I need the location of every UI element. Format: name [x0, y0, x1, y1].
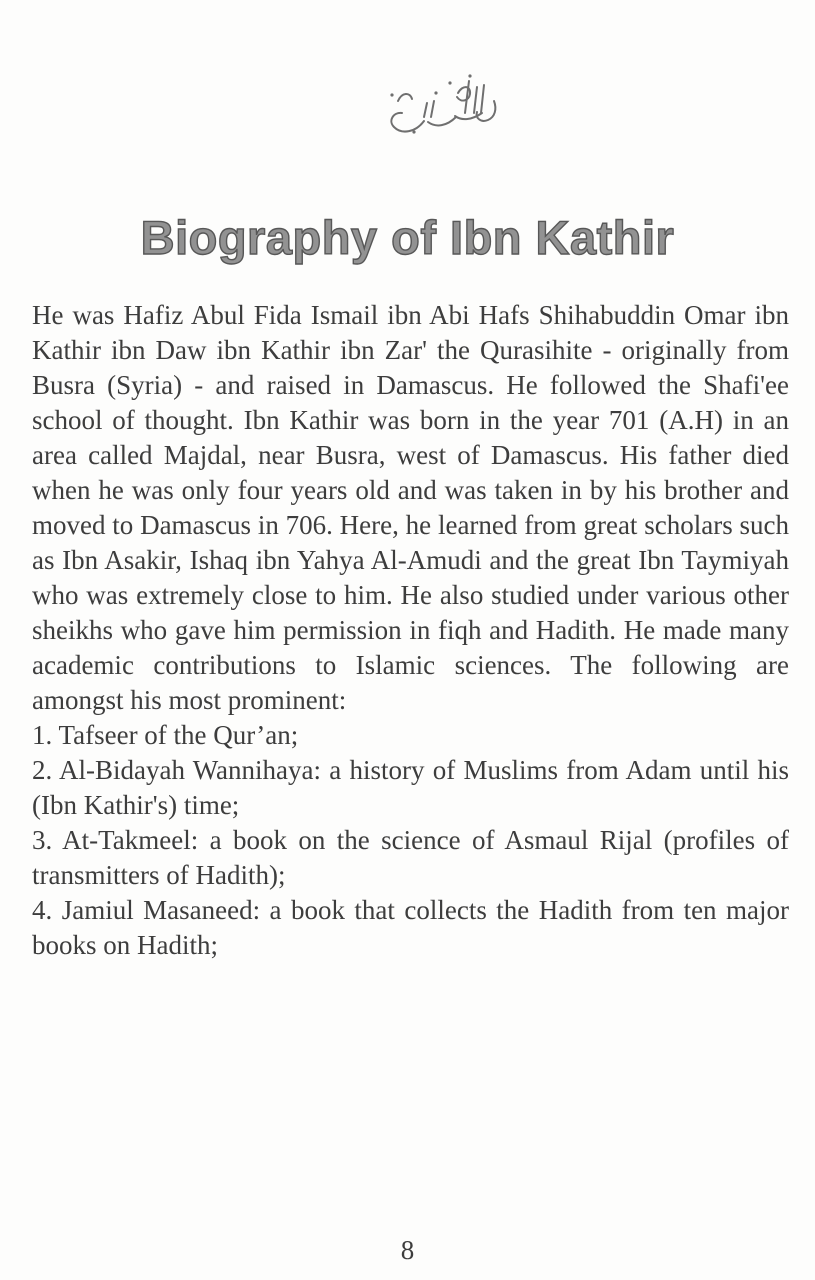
bismillah-calligraphy-icon	[372, 70, 502, 138]
work-item-at-takmeel: 3. At-Takmeel: a book on the science of Asmaul Rijal (profiles of transmitters of Hadith);	[32, 825, 789, 890]
work-item-jamiul-masaneed: 4. Jamiul Masaneed: a book that collects the Hadith from ten major books on Hadith;	[32, 895, 789, 960]
work-item-tafseer: 1. Tafseer of the Qur’an;	[32, 720, 299, 750]
page-number: 8	[400, 1235, 415, 1265]
biography-paragraph: He was Hafiz Abul Fida Ismail ibn Abi Hafs Shihabuddin Omar ibn Kathir ibn Daw ibn Kathir ibn Zar' the Qurasihite - originally from Busra (Syria) - and raised in Damascus. He followed the Shafi'ee school of thought. Ibn Kathir was born in the year 701 (A.H) in an area called Majdal, near Busra, west of Damascus. His father died when he was only four years old and was taken in by his brother and moved to Damascus in 706. Here, he learned from great scholars such as Ibn Asakir, Ishaq ibn Yahya Al-Amudi and the great Ibn Taymiyah who was extremely close to him. He also studied under various other sheikhs who gave him permission in fiqh and Hadith. He made many academic contributions to Islamic sciences. The following are amongst his most prominent:	[32, 300, 789, 715]
page-content	[32, 298, 789, 963]
work-item-al-bidayah: 2. Al-Bidayah Wannihaya: a history of Muslims from Adam until his (Ibn Kathir's) time;	[32, 755, 789, 820]
page-title: Biography of Ibn Kathir	[140, 211, 675, 264]
